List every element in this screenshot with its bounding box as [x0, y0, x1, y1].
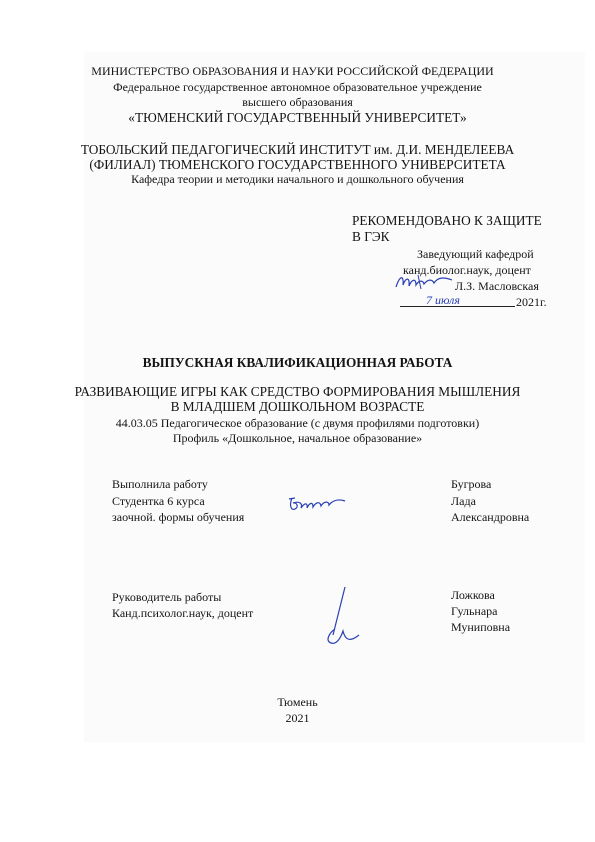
year: 2021 — [285, 711, 310, 725]
institute-name-line2: (ФИЛИАЛ) ТЮМЕНСКОГО ГОСУДАРСТВЕННОГО УНИВЕРСИТЕТА — [89, 157, 506, 172]
author-label-line2: Студентка 6 курса — [112, 494, 205, 508]
supervisor-surname: Ложкова — [451, 588, 495, 602]
author-first-name: Лада — [451, 494, 476, 508]
department-name: Кафедра теории и методики начального и дошкольного обучения — [131, 172, 464, 186]
head-name: Л.З. Масловская — [455, 279, 539, 293]
author-label-line3: заочной. формы обучения — [112, 510, 245, 524]
thesis-title-line1: РАЗВИВАЮЩИЕ ИГРЫ КАК СРЕДСТВО ФОРМИРОВАНИЯ МЫШЛЕНИЯ — [74, 384, 521, 399]
work-type-title: ВЫПУСКНАЯ КВАЛИФИКАЦИОННАЯ РАБОТА — [142, 355, 453, 370]
ministry-name: МИНИСТЕРСТВО ОБРАЗОВАНИЯ И НАУКИ РОССИЙСКОЙ ФЕДЕРАЦИИ — [91, 64, 494, 78]
handwritten-date: 7 июля — [426, 293, 460, 307]
university-name: «ТЮМЕНСКИЙ ГОСУДАРСТВЕННЫЙ УНИВЕРСИТЕТ» — [128, 110, 467, 125]
thesis-title-line2: В МЛАДШЕМ ДОШКОЛЬНОМ ВОЗРАСТЕ — [170, 399, 425, 414]
supervisor-signature — [315, 583, 365, 653]
supervisor-label-line1: Руководитель работы — [112, 590, 222, 604]
institution-type-line1: Федеральное государственное автономное образовательное учреждение — [113, 80, 482, 94]
head-degree: канд.биолог.наук, доцент — [403, 263, 531, 277]
profile: Профиль «Дошкольное, начальное образование» — [172, 431, 423, 445]
institute-name-line1: ТОБОЛЬСКИЙ ПЕДАГОГИЧЕСКИЙ ИНСТИТУТ им. Д.И. МЕНДЕЛЕЕВА — [80, 142, 515, 157]
institution-type-line2: высшего образования — [242, 95, 353, 109]
author-label-line1: Выполнила работу — [112, 477, 208, 491]
recommend-line1: РЕКОМЕНДОВАНО К ЗАЩИТЕ — [352, 213, 542, 228]
supervisor-first-name: Гульнара — [451, 604, 498, 618]
author-patronymic: Александровна — [451, 510, 530, 524]
supervisor-label-line2: Канд.психолог.наук, доцент — [112, 606, 254, 620]
author-signature — [285, 493, 351, 515]
recommend-line2: В ГЭК — [352, 229, 390, 244]
author-surname: Бугрова — [451, 477, 492, 491]
head-position: Заведующий кафедрой — [417, 247, 534, 261]
supervisor-patronymic: Муниповна — [451, 620, 511, 634]
year-suffix: 2021г. — [516, 295, 547, 309]
head-signature — [394, 271, 460, 293]
specialty: 44.03.05 Педагогическое образование (с двумя профилями подготовки) — [115, 416, 480, 430]
city: Тюмень — [277, 695, 318, 709]
